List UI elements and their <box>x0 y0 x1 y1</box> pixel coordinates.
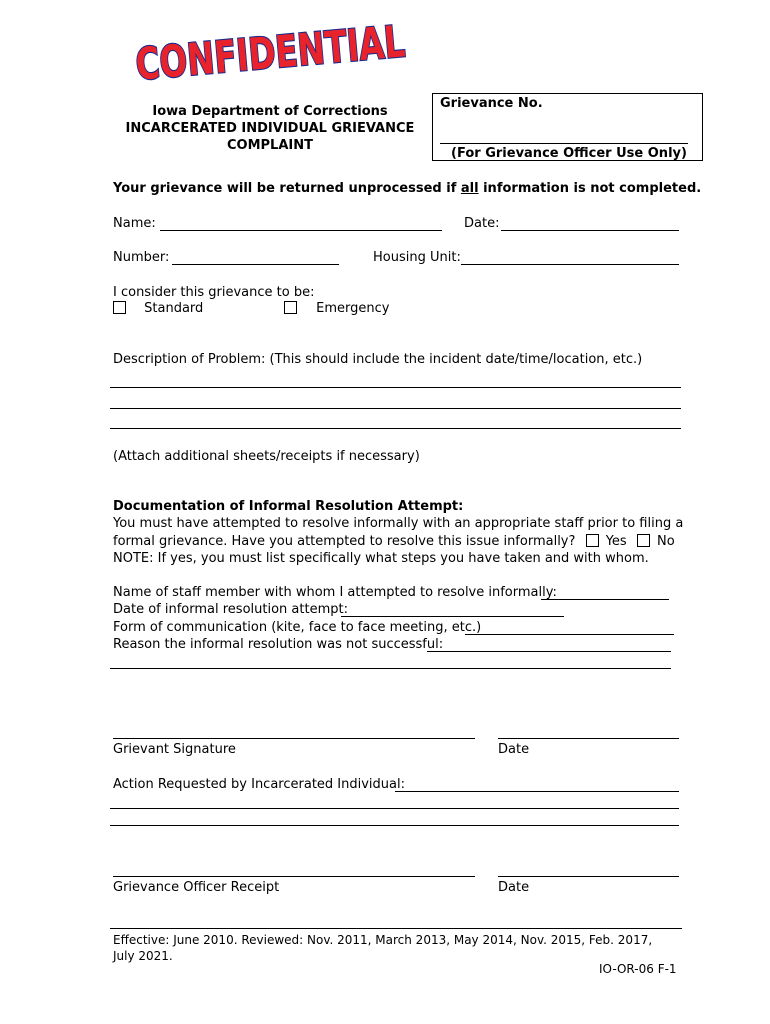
officer-receipt-field[interactable] <box>113 876 475 877</box>
officer-receipt-label: Grievance Officer Receipt <box>113 880 280 895</box>
grievant-date-field[interactable] <box>498 738 679 739</box>
no-checkbox[interactable] <box>637 534 650 547</box>
informal-resolution-heading: Documentation of Informal Resolution Attempt: <box>113 499 464 514</box>
communication-form-label: Form of communication (kite, face to face meeting, etc.) <box>113 620 482 635</box>
form-title-line1: INCARCERATED INDIVIDUAL GRIEVANCE <box>125 121 415 136</box>
reason-field-continued[interactable] <box>110 668 671 669</box>
informal-question: formal grievance. Have you attempted to resolve this issue informally? Yes No <box>113 534 675 549</box>
completion-warning: Your grievance will be returned unprocessed if all information is not completed. <box>113 181 702 196</box>
attach-note: (Attach additional sheets/receipts if necessary) <box>113 449 420 464</box>
description-line[interactable] <box>110 428 681 429</box>
housing-unit-label: Housing Unit: <box>373 250 461 265</box>
emergency-label: Emergency <box>316 301 390 316</box>
standard-option <box>113 301 203 316</box>
standard-checkbox[interactable] <box>113 301 126 314</box>
description-line[interactable] <box>110 408 681 409</box>
grievance-number-label: Grievance No. <box>440 96 543 111</box>
description-line[interactable] <box>110 387 681 388</box>
yes-label: Yes <box>605 534 627 549</box>
emergency-checkbox[interactable] <box>284 301 297 314</box>
no-label: No <box>656 534 675 549</box>
confidential-stamp-text: CONFIDENTIAL <box>133 8 502 91</box>
staff-member-field[interactable] <box>541 599 669 600</box>
emergency-option <box>284 301 389 316</box>
officer-date-label: Date <box>498 880 530 895</box>
number-field[interactable] <box>172 264 339 265</box>
reason-field[interactable] <box>427 651 671 652</box>
reason-label: Reason the informal resolution was not successful: <box>113 637 444 652</box>
agency-header <box>105 103 435 154</box>
communication-form-field[interactable] <box>465 634 674 635</box>
action-requested-line[interactable] <box>110 825 679 826</box>
grievance-officer-note: (For Grievance Officer Use Only) <box>451 146 687 161</box>
grievance-type-prompt: I consider this grievance to be: <box>113 285 315 300</box>
attempt-date-label: Date of informal resolution attempt: <box>113 602 348 617</box>
attempt-date-field[interactable] <box>341 616 564 617</box>
staff-member-label: Name of staff member with whom I attempted to resolve informally: <box>113 585 557 600</box>
officer-date-field[interactable] <box>498 876 679 877</box>
description-label: Description of Problem: (This should include the incident date/time/location, etc.) <box>113 352 643 367</box>
date-label: Date: <box>464 216 500 231</box>
action-requested-line[interactable] <box>110 808 679 809</box>
yes-checkbox[interactable] <box>586 534 599 547</box>
informal-instructions-line1: You must have attempted to resolve informally with an appropriate staff prior to filing a <box>113 516 684 531</box>
number-label: Number: <box>113 250 170 265</box>
agency-name: Iowa Department of Corrections <box>152 104 388 119</box>
informal-note: NOTE: If yes, you must list specifically what steps you have taken and with whom. <box>113 551 649 566</box>
grievant-signature-field[interactable] <box>113 738 475 739</box>
standard-label: Standard <box>144 301 204 316</box>
form-id: IO-OR-06 F-1 <box>599 962 677 976</box>
date-field[interactable] <box>501 230 679 231</box>
form-title-line2: COMPLAINT <box>227 138 313 153</box>
grievant-date-label: Date <box>498 742 530 757</box>
housing-unit-field[interactable] <box>461 264 679 265</box>
grievant-signature-label: Grievant Signature <box>113 742 236 757</box>
effective-dates: Effective: June 2010. Reviewed: Nov. 2011, March 2013, May 2014, Nov. 2015, Feb. 2017, July 2021. <box>113 933 653 963</box>
grievance-number-field[interactable] <box>440 143 688 144</box>
name-label: Name: <box>113 216 156 231</box>
confidential-stamp <box>128 8 502 91</box>
name-field[interactable] <box>160 230 442 231</box>
action-requested-field[interactable] <box>395 791 679 792</box>
footer-divider <box>110 928 682 929</box>
action-requested-label: Action Requested by Incarcerated Individual: <box>113 777 405 792</box>
